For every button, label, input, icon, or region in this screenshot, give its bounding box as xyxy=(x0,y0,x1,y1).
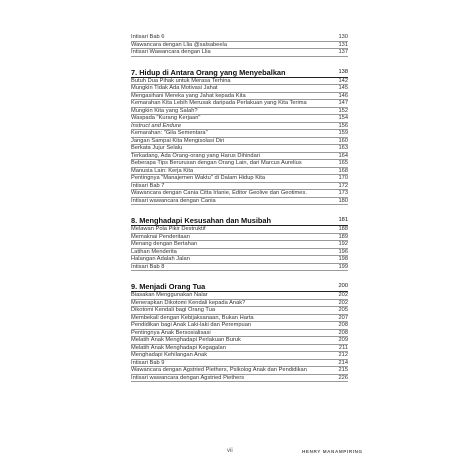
toc-entry[interactable] xyxy=(131,360,348,368)
toc-entry-title: Wawancara dengan Cania Citta Irlanie, Editor Geolive dan Geotimes. xyxy=(131,190,307,197)
table-of-contents xyxy=(131,34,348,382)
chapter-page: 200 xyxy=(338,283,348,289)
toc-entry[interactable] xyxy=(131,115,348,123)
toc-entry-page: 215 xyxy=(338,367,348,374)
toc-entry-title: Manusia Lain: Kerja Kita xyxy=(131,167,194,174)
toc-entry[interactable] xyxy=(131,352,348,360)
toc-entry-title: Butuh Dua Pihak untuk Merasa Terhina xyxy=(131,77,231,84)
toc-entry-page: 145 xyxy=(338,85,348,92)
toc-entry[interactable] xyxy=(131,130,348,138)
toc-entry-title: Terkadang, Ada Orang-orang yang Harus Dihindari xyxy=(131,152,260,159)
toc-entry[interactable] xyxy=(131,375,348,383)
toc-entry-page: 164 xyxy=(338,152,348,159)
toc-entry-page: 214 xyxy=(338,359,348,366)
toc-entry[interactable] xyxy=(131,249,348,257)
toc-entry-page: 205 xyxy=(338,307,348,314)
toc-entry-title: Biasakan Menggunakan Nalar xyxy=(131,292,208,299)
toc-entry-page: 211 xyxy=(338,344,348,351)
toc-entry-page: 131 xyxy=(338,41,348,48)
toc-entry[interactable] xyxy=(131,345,348,353)
toc-entry-title: Jangan Sampai Kita Mengisolasi Diri xyxy=(131,137,225,144)
toc-entry-page: 209 xyxy=(338,337,348,344)
toc-entry[interactable] xyxy=(131,153,348,161)
toc-entry-title: Beberapa Tips Berurusan dengan Orang Lain, dari Marcus Aurelius xyxy=(131,160,302,167)
toc-entry-page: 226 xyxy=(338,374,348,381)
toc-entry-title: Wawancara dengan Agstried Piethers, Psikolog Anak dan Pendidikan xyxy=(131,367,307,374)
toc-entry-title: Mungkin Kita yang Salah? xyxy=(131,107,198,114)
toc-entry[interactable] xyxy=(131,100,348,108)
toc-entry-title: Intisari Bab 6 xyxy=(131,34,165,41)
toc-entry-page: 130 xyxy=(338,34,348,41)
chapter-9-heading[interactable] xyxy=(131,282,348,292)
toc-entry-title: Intisari Bab 9 xyxy=(131,359,165,366)
toc-entry[interactable] xyxy=(131,93,348,101)
toc-entry-title: Mungkin Tidak Ada Motivasi Jahat xyxy=(131,85,218,92)
chapter-8-heading[interactable] xyxy=(131,216,348,226)
toc-entry-page: 168 xyxy=(338,167,348,174)
toc-entry[interactable] xyxy=(131,168,348,176)
toc-entry-title: Pentingnya "Manajemen Waktu" di Dalam Hidup Kita xyxy=(131,175,266,182)
toc-entry[interactable] xyxy=(131,226,348,234)
toc-entry-title: Instruct and Endure xyxy=(131,122,182,129)
toc-entry-title: Menerapkan Dikotomi Kendali kepada Anak? xyxy=(131,299,246,306)
toc-entry-title: Kemarahan: "Gila Sementara" xyxy=(131,130,208,137)
toc-entry-page: 212 xyxy=(338,352,348,359)
toc-entry[interactable] xyxy=(131,256,348,264)
toc-entry[interactable] xyxy=(131,108,348,116)
toc-entry-title: Intisari wawancara dengan Agstried Piethers xyxy=(131,374,245,381)
toc-entry-page: 159 xyxy=(338,130,348,137)
toc-entry-page: 170 xyxy=(338,175,348,182)
toc-entry[interactable] xyxy=(131,34,348,42)
toc-entry-title: Menang dengan Bertahan xyxy=(131,241,198,248)
chapter-page: 138 xyxy=(338,68,348,75)
toc-entry[interactable] xyxy=(131,315,348,323)
toc-entry-title: Latihan Menderita xyxy=(131,248,177,255)
toc-entry-title: Melatih Anak Menghadapi Kegagalan xyxy=(131,344,226,351)
toc-entry-page: 207 xyxy=(338,314,348,321)
toc-entry-title: Intisari wawancara dengan Cania xyxy=(131,197,216,204)
toc-entry-title: Pentingnya Anak Bersosialisasi xyxy=(131,329,211,336)
toc-entry-title: Mengasihani Mereka yang Jahat kepada Kita xyxy=(131,92,246,99)
toc-entry-page: 154 xyxy=(338,115,348,122)
toc-entry-page: 196 xyxy=(338,248,348,255)
toc-entry[interactable] xyxy=(131,123,348,131)
toc-entry[interactable] xyxy=(131,330,348,338)
toc-entry[interactable] xyxy=(131,337,348,345)
toc-entry-page: 208 xyxy=(338,322,348,329)
toc-entry[interactable] xyxy=(131,190,348,198)
toc-entry-title: Intisari Wawancara dengan Llia xyxy=(131,49,211,56)
toc-entry-page: 156 xyxy=(338,122,348,129)
chapter-7-heading[interactable] xyxy=(131,68,348,78)
toc-entry-title: Waspada "Kurang Kerjaan" xyxy=(131,115,201,122)
toc-entry-title: Kemarahan Kita Lebih Merusak daripada Perlakuan yang Kita Terima xyxy=(131,100,307,107)
toc-entry-title: Pendidikan bagi Anak Laki-laki dan Perempuan xyxy=(131,322,252,329)
toc-entry[interactable] xyxy=(131,292,348,300)
toc-entry-page: 173 xyxy=(338,190,348,197)
toc-entry[interactable] xyxy=(131,264,348,272)
toc-entry[interactable] xyxy=(131,160,348,168)
toc-entry[interactable] xyxy=(131,138,348,146)
toc-entry[interactable] xyxy=(131,42,348,50)
toc-entry-title: Wawancara dengan Llia @salsabeela xyxy=(131,41,228,48)
toc-entry[interactable] xyxy=(131,307,348,315)
toc-entry-title: Melawan Pola Pikir Destruktif xyxy=(131,226,206,233)
toc-entry-page: 163 xyxy=(338,145,348,152)
toc-entry-title: Intisari Bab 8 xyxy=(131,263,165,270)
toc-entry[interactable] xyxy=(131,78,348,86)
toc-entry-page: 146 xyxy=(338,92,348,99)
toc-entry-page: 208 xyxy=(338,329,348,336)
toc-entry[interactable] xyxy=(131,198,348,206)
chapter-title: 9. Menjadi Orang Tua xyxy=(131,282,206,291)
toc-entry-title: Berkata Jujur Selalu xyxy=(131,145,183,152)
toc-entry-page: 189 xyxy=(338,233,348,240)
toc-entry-page: 160 xyxy=(338,137,348,144)
toc-entry[interactable] xyxy=(131,85,348,93)
toc-entry[interactable] xyxy=(131,175,348,183)
toc-entry-page: 172 xyxy=(338,182,348,189)
toc-entry-title: Menghadapi Kehilangan Anak xyxy=(131,352,208,359)
chapter-title: 7. Hidup di Antara Orang yang Menyebalkan xyxy=(131,67,286,77)
toc-entry-title: Intisari Bab 7 xyxy=(131,182,165,189)
toc-entry-title: Membekali dengan Kebijaksanaan, Bukan Harta xyxy=(131,314,254,321)
toc-entry[interactable] xyxy=(131,241,348,249)
toc-entry-page: 180 xyxy=(338,197,348,204)
toc-entry[interactable] xyxy=(131,183,348,191)
toc-entry[interactable] xyxy=(131,145,348,153)
toc-entry-page: 142 xyxy=(338,77,348,84)
toc-entry-page: 165 xyxy=(338,160,348,167)
toc-entry[interactable] xyxy=(131,300,348,308)
toc-entry-page: 152 xyxy=(338,107,348,114)
toc-entry-title: Dikotomi Kendali bagi Orang Tua xyxy=(131,307,216,314)
toc-entry[interactable] xyxy=(131,367,348,375)
toc-entry[interactable] xyxy=(131,49,348,57)
toc-entry-page: 137 xyxy=(338,49,348,56)
toc-entry-page: 202 xyxy=(338,299,348,306)
toc-entry-page: 192 xyxy=(338,241,348,248)
chapter-page: 181 xyxy=(338,217,348,223)
toc-entry[interactable] xyxy=(131,234,348,242)
author-name: HENRY MANAMPIRING xyxy=(302,449,363,454)
toc-entry-page: 202 xyxy=(338,292,348,299)
toc-entry-page: 198 xyxy=(338,256,348,263)
toc-entry-page: 188 xyxy=(338,226,348,233)
toc-entry[interactable] xyxy=(131,322,348,330)
toc-entry-page: 147 xyxy=(338,100,348,107)
toc-entry-page: 199 xyxy=(338,263,348,270)
toc-entry-title: Halangan Adalah Jalan xyxy=(131,256,190,263)
page-number: vii xyxy=(227,448,233,454)
toc-entry-title: Melatih Anak Menghadapi Perlakuan Buruk xyxy=(131,337,241,344)
toc-entry-title: Memaknai Penderitaan xyxy=(131,233,190,240)
chapter-title: 8. Menghadapi Kesusahan dan Musibah xyxy=(131,216,272,225)
